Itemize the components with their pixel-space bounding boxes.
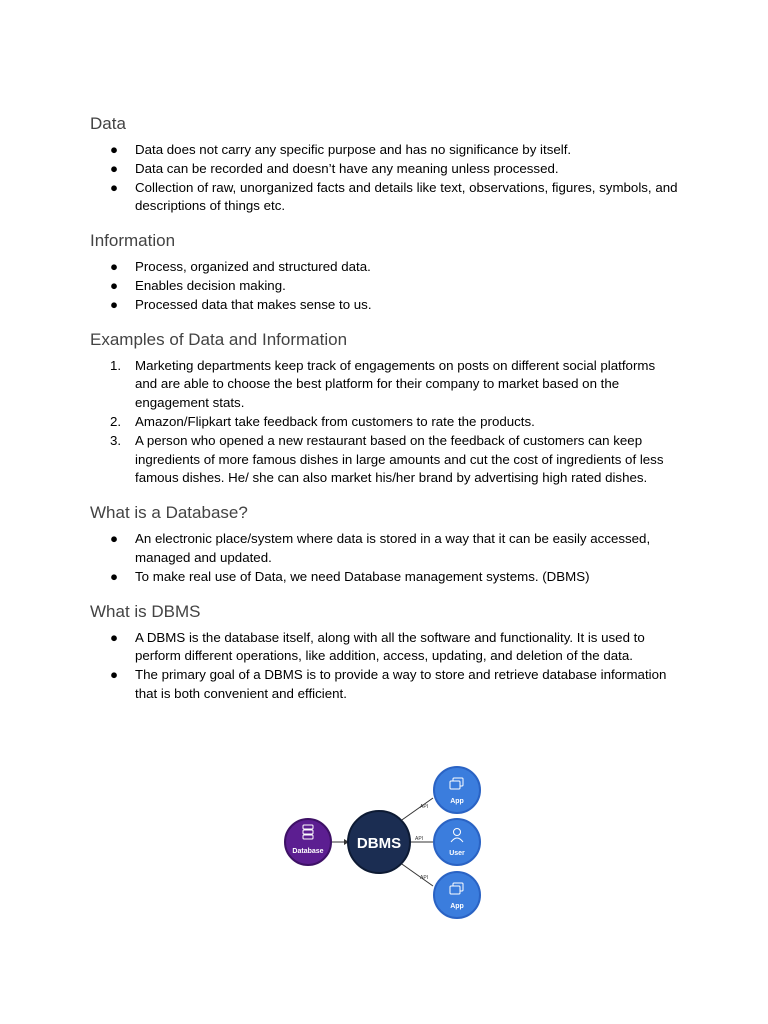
bullet-marker: ● — [110, 259, 119, 275]
section-heading-data: Data — [90, 114, 126, 133]
dbms-diagram-svg — [280, 760, 490, 925]
bullet-marker: ● — [110, 667, 119, 683]
database-node — [285, 819, 331, 865]
list-item: ● Process, organized and structured data. — [90, 258, 680, 277]
connector-bottom — [399, 862, 433, 886]
list-item: 1. Marketing departments keep track of engagements on posts on different social platforms and are able to choose the best platform for their company to market based on the engagement stats. — [110, 357, 656, 411]
list-item: ● A DBMS is the database itself, along with all the software and functionality. It is used to perform different operations, like addition, access, updating, and deletion of the data. — [110, 629, 645, 664]
api-label: API — [420, 804, 429, 810]
section-heading-information: Information — [90, 231, 176, 251]
number-marker: 3. — [110, 432, 122, 448]
database-label: Database — [292, 848, 324, 855]
app-node-bottom — [434, 872, 480, 918]
bullet-marker: ● — [110, 277, 119, 293]
app-label: App — [450, 903, 464, 910]
list-item: ● Data does not carry any specific purpose and has no significance by itself. — [90, 141, 680, 160]
bullet-marker: ● — [110, 296, 119, 312]
list-item: 2. Amazon/Flipkart take feedback from customers to rate the products. — [90, 413, 680, 432]
bullet-marker: ● — [110, 142, 119, 157]
database-bullet-list — [90, 530, 680, 586]
app-node-top — [434, 767, 480, 813]
section-heading-dbms: What is DBMS — [90, 601, 201, 621]
bullet-marker: ● — [110, 568, 119, 584]
dbms-bullet-list — [90, 629, 680, 704]
document-content — [90, 113, 680, 718]
bullet-marker: ● — [110, 531, 119, 547]
dbms-diagram — [280, 760, 490, 925]
list-item: ● Data can be recorded and doesn’t have any meaning unless processed. — [90, 160, 680, 179]
bullet-marker: ● — [110, 179, 119, 195]
number-marker: 2. — [110, 413, 122, 429]
information-bullet-list — [90, 258, 680, 314]
list-item: 3. A person who opened a new restaurant based on the feedback of customers can keep ingredients of more famous dishes in large amounts and cut the cost of ingredients of less famous dishes. He/ she can also market his/her brand by advertising high rated dishes. — [110, 432, 664, 486]
user-node — [434, 819, 480, 865]
list-item: ● Processed data that makes sense to us. — [90, 296, 680, 315]
list-item: ● The primary goal of a DBMS is to provide a way to store and retrieve database information that is both convenient and efficient. — [110, 667, 667, 701]
bullet-marker: ● — [110, 160, 119, 176]
data-bullet-list — [90, 141, 680, 216]
list-item: ● Collection of raw, unorganized facts and details like text, observations, figures, symbols, and descriptions of things etc. — [110, 179, 678, 214]
section-heading-database: What is a Database? — [90, 503, 248, 523]
connector-top — [399, 798, 433, 822]
examples-numbered-list — [90, 357, 680, 489]
list-item: ● To make real use of Data, we need Database management systems. (DBMS) — [90, 568, 680, 587]
list-item: ● Enables decision making. — [90, 277, 680, 296]
number-marker: 1. — [110, 357, 122, 373]
bullet-marker: ● — [110, 629, 119, 645]
api-label: API — [415, 836, 424, 842]
dbms-label: DBMS — [356, 835, 402, 852]
list-item: ● An electronic place/system where data is stored in a way that it can be easily accessed, managed and updated. — [110, 531, 651, 565]
app-label: App — [450, 798, 464, 805]
section-heading-examples: Examples of Data and Information — [90, 329, 348, 349]
user-label: User — [449, 850, 465, 857]
api-label: API — [420, 875, 429, 881]
